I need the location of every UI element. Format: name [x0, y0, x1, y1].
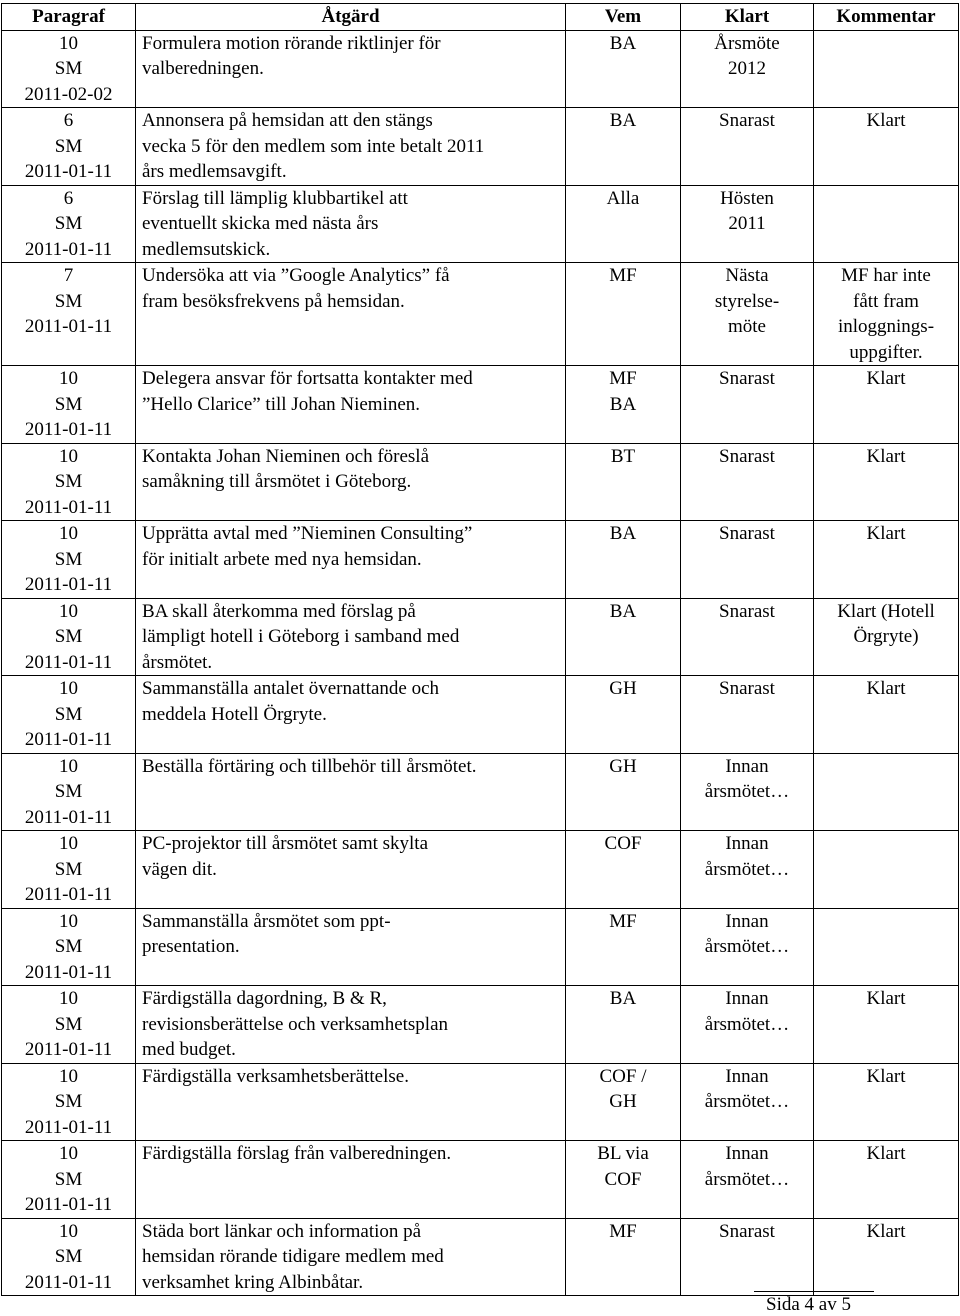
- cell-klart-line: årsmötet…: [704, 936, 790, 957]
- cell-klart: [681, 366, 814, 444]
- cell-atgard-line: Annonsera på hemsidan att den stängs: [142, 110, 433, 131]
- cell-vem-line: BL via: [597, 1143, 649, 1164]
- cell-atgard: [136, 185, 566, 263]
- cell-atgard-line: verksamhet kring Albinbåtar.: [142, 1271, 364, 1293]
- table-row: [2, 831, 959, 909]
- cell-paragraf: [2, 108, 136, 186]
- cell-paragraf-line: SM: [54, 548, 83, 570]
- table-row: [2, 30, 959, 108]
- cell-vem-line: COF /: [599, 1065, 647, 1087]
- cell-klart: [681, 108, 814, 186]
- header-paragraf: Paragraf: [2, 4, 136, 31]
- cell-klart: [681, 30, 814, 108]
- cell-atgard-line: vägen dit.: [142, 858, 217, 880]
- action-table: [1, 3, 959, 1296]
- footer-divider: [754, 1291, 874, 1292]
- cell-klart-line: 2011: [728, 213, 766, 234]
- cell-kommentar: [814, 1141, 959, 1219]
- cell-paragraf-line: 2011-01-11: [24, 574, 113, 595]
- cell-klart-line: Innan: [725, 833, 769, 854]
- cell-atgard: [136, 986, 566, 1064]
- cell-paragraf-line: 10: [59, 1220, 78, 1242]
- cell-kommentar: [814, 108, 959, 186]
- cell-atgard: [136, 598, 566, 676]
- cell-vem: [566, 1141, 681, 1219]
- cell-paragraf-line: 2011-01-11: [24, 961, 113, 983]
- cell-paragraf: [2, 986, 136, 1064]
- cell-paragraf-line: 2011-02-02: [24, 83, 113, 105]
- cell-atgard-line: Delegera ansvar för fortsatta kontakter med: [142, 368, 473, 389]
- cell-kommentar: [814, 30, 959, 108]
- cell-paragraf-line: SM: [54, 858, 83, 880]
- cell-kommentar: [814, 831, 959, 909]
- cell-vem-line: MF: [609, 1220, 637, 1242]
- cell-vem: [566, 831, 681, 909]
- cell-atgard-line: Färdigställa förslag från valberedningen.: [142, 1143, 452, 1164]
- cell-vem-line: MF: [609, 265, 637, 286]
- cell-atgard-line: Upprätta avtal med ”Nieminen Consulting”: [142, 523, 473, 544]
- cell-vem-line: BA: [609, 110, 637, 131]
- cell-vem-line: Alla: [606, 187, 640, 209]
- table-header-row: [2, 4, 959, 31]
- cell-klart-line: Hösten: [720, 187, 774, 209]
- cell-kommentar-line: Klart: [866, 445, 906, 467]
- cell-paragraf-line: SM: [54, 135, 83, 157]
- cell-paragraf-line: 10: [59, 910, 78, 932]
- cell-kommentar-line: inloggnings-: [837, 316, 935, 337]
- cell-vem: [566, 521, 681, 599]
- table-row: [2, 1141, 959, 1219]
- cell-klart-line: Snarast: [719, 678, 775, 699]
- cell-atgard-line: hemsidan rörande tidigare medlem med: [142, 1246, 444, 1267]
- cell-atgard: [136, 521, 566, 599]
- cell-kommentar: [814, 185, 959, 263]
- cell-paragraf: [2, 521, 136, 599]
- cell-atgard-line: revisionsberättelse och verksamhetsplan: [142, 1013, 449, 1035]
- cell-vem-line: BA: [609, 32, 637, 54]
- cell-paragraf-line: 2011-01-11: [24, 419, 113, 440]
- cell-vem: [566, 676, 681, 754]
- cell-paragraf: [2, 30, 136, 108]
- table-row: [2, 986, 959, 1064]
- cell-paragraf-line: 10: [59, 678, 78, 699]
- cell-klart-line: Innan: [725, 755, 769, 777]
- cell-klart-line: Nästa: [725, 265, 769, 286]
- cell-klart-line: Innan: [725, 1065, 769, 1087]
- cell-kommentar-line: Klart (Hotell: [837, 600, 935, 622]
- cell-paragraf-line: SM: [54, 1168, 83, 1190]
- cell-vem-line: GH: [609, 678, 637, 699]
- table-body: [2, 30, 959, 1296]
- cell-vem: [566, 366, 681, 444]
- cell-klart: [681, 443, 814, 521]
- cell-atgard-line: Formulera motion rörande riktlinjer för: [142, 32, 441, 54]
- cell-paragraf-line: 2011-01-11: [24, 1271, 113, 1293]
- cell-paragraf-line: SM: [54, 626, 83, 647]
- cell-paragraf-line: 10: [59, 1065, 78, 1087]
- cell-atgard-line: PC-projektor till årsmötet samt skylta: [142, 833, 429, 854]
- cell-atgard-line: meddela Hotell Örgryte.: [142, 703, 327, 725]
- cell-klart: [681, 676, 814, 754]
- cell-atgard-line: Beställa förtäring och tillbehör till årsmötet.: [142, 755, 477, 777]
- cell-paragraf-line: 10: [59, 988, 78, 1009]
- cell-atgard-line: BA skall återkomma med förslag på: [142, 600, 416, 622]
- cell-paragraf-line: SM: [54, 781, 83, 802]
- cell-atgard-line: Sammanställa årsmötet som ppt-: [142, 910, 391, 932]
- cell-paragraf-line: 10: [59, 755, 78, 777]
- cell-atgard-line: eventuellt skicka med nästa års: [142, 213, 379, 234]
- cell-klart-line: Snarast: [719, 1220, 775, 1242]
- cell-klart-line: Årsmöte: [714, 32, 780, 54]
- cell-vem-line: BA: [609, 988, 637, 1009]
- cell-kommentar: [814, 443, 959, 521]
- cell-kommentar-line: Klart: [866, 1143, 906, 1164]
- cell-paragraf: [2, 753, 136, 831]
- table-row: [2, 1218, 959, 1296]
- header-kommentar: Kommentar: [814, 4, 959, 31]
- table-row: [2, 676, 959, 754]
- cell-vem-line: GH: [609, 755, 637, 777]
- cell-kommentar: [814, 676, 959, 754]
- cell-atgard: [136, 443, 566, 521]
- cell-atgard-line: Städa bort länkar och information på: [142, 1220, 422, 1242]
- cell-vem: [566, 1063, 681, 1141]
- cell-vem: [566, 1218, 681, 1296]
- cell-paragraf: [2, 263, 136, 366]
- cell-atgard-line: Förslag till lämplig klubbartikel att: [142, 187, 408, 209]
- cell-kommentar: [814, 986, 959, 1064]
- cell-paragraf-line: 10: [59, 1143, 78, 1164]
- cell-klart-line: årsmötet…: [704, 781, 790, 802]
- cell-atgard: [136, 263, 566, 366]
- cell-klart: [681, 753, 814, 831]
- cell-paragraf-line: 2011-01-11: [24, 806, 113, 828]
- cell-vem: [566, 753, 681, 831]
- cell-klart-line: Innan: [725, 910, 769, 932]
- cell-kommentar: [814, 753, 959, 831]
- cell-paragraf: [2, 366, 136, 444]
- cell-klart-line: Snarast: [719, 110, 775, 131]
- cell-paragraf-line: SM: [54, 1246, 83, 1267]
- cell-paragraf-line: 10: [59, 32, 78, 54]
- table-row: [2, 753, 959, 831]
- cell-paragraf: [2, 831, 136, 909]
- cell-klart: [681, 263, 814, 366]
- cell-klart-line: styrelse-: [714, 290, 780, 312]
- cell-vem-line: MF: [609, 910, 637, 932]
- cell-paragraf-line: 2011-01-11: [24, 1116, 113, 1138]
- cell-kommentar: [814, 521, 959, 599]
- cell-atgard: [136, 366, 566, 444]
- cell-atgard: [136, 1141, 566, 1219]
- cell-vem-line: BA: [609, 523, 637, 544]
- cell-atgard-line: lämpligt hotell i Göteborg i samband med: [142, 626, 460, 647]
- cell-paragraf-line: 2011-01-11: [24, 496, 113, 518]
- cell-klart-line: Snarast: [719, 600, 775, 622]
- cell-paragraf-line: 2011-01-11: [24, 1194, 113, 1215]
- cell-paragraf-line: 10: [59, 833, 78, 854]
- cell-klart-line: Snarast: [719, 523, 775, 544]
- cell-atgard-line: års medlemsavgift.: [142, 161, 287, 182]
- cell-atgard-line: ”Hello Clarice” till Johan Nieminen.: [142, 393, 421, 415]
- cell-paragraf: [2, 1141, 136, 1219]
- cell-paragraf-line: SM: [54, 393, 83, 415]
- cell-kommentar: [814, 263, 959, 366]
- cell-klart-line: Snarast: [719, 368, 775, 389]
- cell-klart: [681, 986, 814, 1064]
- cell-atgard-line: vecka 5 för den medlem som inte betalt 2011: [142, 135, 485, 157]
- cell-klart: [681, 521, 814, 599]
- cell-paragraf-line: 6: [63, 187, 74, 209]
- cell-atgard: [136, 908, 566, 986]
- cell-klart-line: årsmötet…: [704, 1013, 790, 1035]
- cell-paragraf-line: 10: [59, 368, 78, 389]
- cell-klart: [681, 1063, 814, 1141]
- cell-atgard: [136, 753, 566, 831]
- cell-paragraf-line: SM: [54, 936, 83, 957]
- table-row: [2, 1063, 959, 1141]
- cell-paragraf-line: 2011-01-11: [24, 238, 113, 260]
- cell-paragraf-line: 10: [59, 445, 78, 467]
- cell-atgard-line: med budget.: [142, 1039, 236, 1060]
- cell-atgard-line: valberedningen.: [142, 58, 264, 79]
- cell-klart-line: 2012: [728, 58, 766, 79]
- cell-paragraf-line: SM: [54, 1091, 83, 1112]
- header-klart: Klart: [681, 4, 814, 31]
- cell-atgard-line: fram besöksfrekvens på hemsidan.: [142, 290, 405, 312]
- cell-atgard-line: Undersöka att via ”Google Analytics” få: [142, 265, 450, 286]
- cell-paragraf-line: 2011-01-11: [24, 161, 113, 182]
- cell-atgard-line: Färdigställa verksamhetsberättelse.: [142, 1065, 409, 1087]
- cell-paragraf: [2, 443, 136, 521]
- cell-atgard-line: för initialt arbete med nya hemsidan.: [142, 548, 422, 570]
- table-row: [2, 366, 959, 444]
- cell-kommentar-line: fått fram: [853, 290, 919, 312]
- cell-klart: [681, 908, 814, 986]
- cell-kommentar-line: Klart: [866, 523, 906, 544]
- cell-klart-line: årsmötet…: [704, 1168, 790, 1190]
- cell-vem: [566, 185, 681, 263]
- cell-atgard: [136, 1063, 566, 1141]
- cell-atgard-line: Kontakta Johan Nieminen och föreslå: [142, 445, 430, 467]
- cell-atgard-line: årsmötet.: [142, 651, 213, 673]
- cell-paragraf-line: 2011-01-11: [24, 1039, 113, 1060]
- cell-paragraf-line: SM: [54, 213, 83, 234]
- cell-paragraf-line: 2011-01-11: [24, 729, 113, 750]
- cell-vem: [566, 263, 681, 366]
- cell-vem: [566, 598, 681, 676]
- cell-kommentar-line: Klart: [866, 368, 906, 389]
- cell-paragraf: [2, 908, 136, 986]
- cell-vem-line: BA: [609, 600, 637, 622]
- cell-paragraf-line: SM: [54, 58, 83, 79]
- table-row: [2, 521, 959, 599]
- cell-kommentar: [814, 1218, 959, 1296]
- cell-paragraf: [2, 676, 136, 754]
- cell-klart-line: Innan: [725, 988, 769, 1009]
- cell-atgard-line: samåkning till årsmötet i Göteborg.: [142, 471, 412, 492]
- cell-paragraf-line: SM: [54, 703, 83, 725]
- cell-klart: [681, 1218, 814, 1296]
- cell-paragraf: [2, 1063, 136, 1141]
- cell-paragraf-line: SM: [54, 1013, 83, 1035]
- cell-kommentar-line: Klart: [866, 988, 906, 1009]
- table-row: [2, 185, 959, 263]
- cell-paragraf-line: 6: [63, 110, 74, 131]
- cell-atgard: [136, 831, 566, 909]
- cell-vem-line: BA: [609, 393, 637, 415]
- cell-paragraf: [2, 1218, 136, 1296]
- cell-kommentar: [814, 1063, 959, 1141]
- cell-paragraf-line: 10: [59, 600, 78, 622]
- cell-klart: [681, 185, 814, 263]
- cell-paragraf: [2, 598, 136, 676]
- cell-kommentar-line: Klart: [866, 1065, 906, 1087]
- cell-atgard: [136, 1218, 566, 1296]
- cell-paragraf-line: SM: [54, 290, 83, 312]
- cell-klart-line: möte: [728, 316, 766, 337]
- cell-klart: [681, 831, 814, 909]
- cell-paragraf-line: 2011-01-11: [24, 651, 113, 673]
- cell-vem-line: GH: [609, 1091, 637, 1112]
- cell-kommentar-line: Klart: [866, 1220, 906, 1242]
- table-row: [2, 598, 959, 676]
- cell-vem-line: COF: [604, 1168, 642, 1190]
- cell-vem: [566, 443, 681, 521]
- cell-paragraf-line: SM: [54, 471, 83, 492]
- cell-paragraf-line: 10: [59, 523, 78, 544]
- cell-atgard-line: medlemsutskick.: [142, 238, 271, 260]
- cell-klart-line: årsmötet…: [704, 858, 790, 880]
- cell-atgard-line: Färdigställa dagordning, B & R,: [142, 988, 387, 1009]
- cell-paragraf: [2, 185, 136, 263]
- cell-kommentar-line: MF har inte: [841, 265, 931, 286]
- cell-paragraf-line: 2011-01-11: [24, 316, 113, 337]
- cell-kommentar-line: uppgifter.: [849, 341, 923, 363]
- cell-atgard-line: Sammanställa antalet övernattande och: [142, 678, 440, 699]
- cell-kommentar: [814, 366, 959, 444]
- cell-vem: [566, 108, 681, 186]
- cell-klart: [681, 1141, 814, 1219]
- cell-vem-line: MF: [609, 368, 637, 389]
- header-vem: Vem: [566, 4, 681, 31]
- page-number: Sida 4 av 5: [766, 1294, 851, 1315]
- cell-kommentar-line: Klart: [866, 110, 906, 131]
- cell-atgard-line: presentation.: [142, 936, 240, 957]
- cell-klart-line: Innan: [725, 1143, 769, 1164]
- cell-vem: [566, 908, 681, 986]
- cell-vem-line: COF: [604, 833, 642, 854]
- table-row: [2, 908, 959, 986]
- cell-kommentar: [814, 598, 959, 676]
- cell-kommentar-line: Örgryte): [853, 626, 919, 647]
- cell-atgard: [136, 108, 566, 186]
- table-row: [2, 108, 959, 186]
- cell-vem: [566, 30, 681, 108]
- cell-klart-line: Snarast: [719, 445, 775, 467]
- cell-paragraf-line: 2011-01-11: [24, 884, 113, 905]
- cell-vem: [566, 986, 681, 1064]
- cell-klart: [681, 598, 814, 676]
- cell-vem-line: BT: [610, 445, 636, 467]
- cell-kommentar-line: Klart: [866, 678, 906, 699]
- cell-kommentar: [814, 908, 959, 986]
- table-row: [2, 443, 959, 521]
- table-row: [2, 263, 959, 366]
- cell-atgard: [136, 676, 566, 754]
- cell-paragraf-line: 7: [63, 265, 74, 286]
- header-atgard: Åtgärd: [136, 4, 566, 31]
- cell-atgard: [136, 30, 566, 108]
- cell-klart-line: årsmötet…: [704, 1091, 790, 1112]
